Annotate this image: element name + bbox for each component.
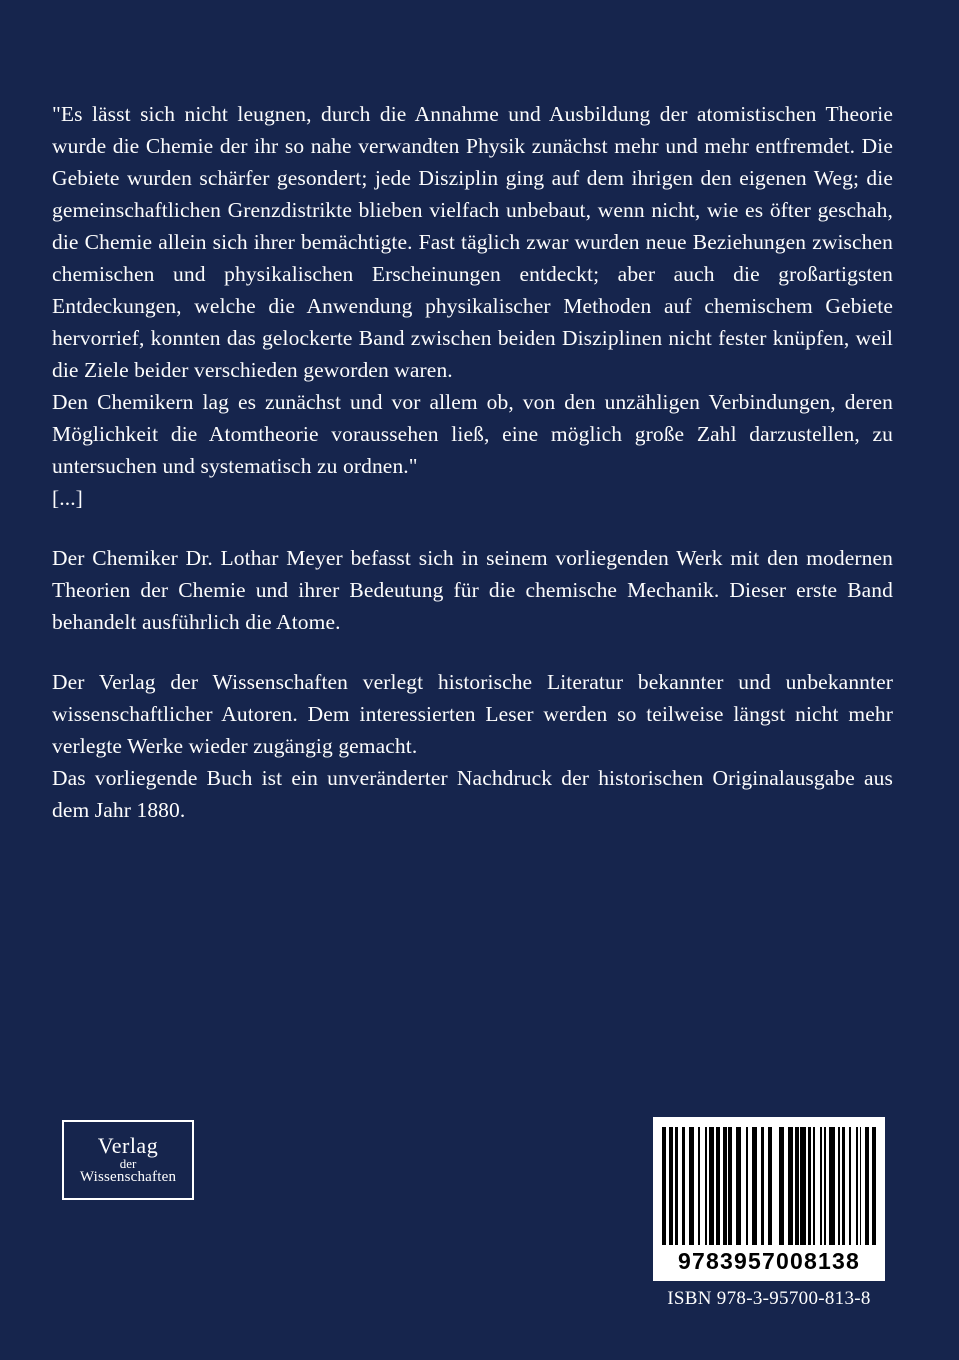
publisher-logo-line3: Wissenschaften (79, 1169, 177, 1186)
isbn-text: ISBN 978-3-95700-813-8 (667, 1288, 871, 1309)
publisher-logo-line2: der (119, 1155, 137, 1171)
quote-ellipsis: [...] (52, 486, 83, 510)
book-description: Der Chemiker Dr. Lothar Meyer befasst sich in seinem vorliegenden Werk mit den modernen Theorien der Chemie und ihrer Bedeutung für die chemische Mechanik. Dieser erste Band behandelt ausführlich die Atome. (52, 546, 893, 634)
back-cover-text (52, 98, 893, 826)
publisher-logo (62, 1120, 194, 1200)
barcode-block (653, 1117, 885, 1310)
barcode-number: 9783957008138 (678, 1248, 860, 1274)
barcode-bars (662, 1127, 876, 1245)
publisher-paragraph-2: Das vorliegende Buch ist ein unveränderter Nachdruck der historischen Originalausgabe aus dem Jahr 1880. (52, 766, 893, 822)
publisher-logo-line1: Verlag (97, 1132, 159, 1158)
quote-paragraph-1: "Es lässt sich nicht leugnen, durch die Annahme und Ausbildung der atomistischen Theorie wurde die Chemie der ihr so nahe verwandten Physik zunächst mehr und mehr entfremdet. Die Gebiete wurden schärfer gesondert; jede Disziplin ging auf dem ihrigen den eigenen Weg; die gemeinschaftlichen Grenzdistrikte blieben vielfach unbebaut, wenn nicht, wie es öfter geschah, die Chemie allein sich ihrer bemächtigte. Fast täglich zwar wurden neue Beziehungen zwischen chemischen und physikalischen Erscheinungen entdeckt; aber auch die großartigsten Entdeckungen, welche die Anwendung physikalischer Methoden auf chemischem Gebiete hervorrief, konnten das gelockerte Band zwischen beiden Disziplinen nicht fester knüpfen, weil die Ziele beider verschieden geworden waren. (52, 102, 893, 382)
quote-paragraph-2: Den Chemikern lag es zunächst und vor allem ob, von den unzähligen Verbindungen, deren Möglichkeit die Atomtheorie voraussehen ließ, eine möglich große Zahl darzustellen, zu untersuchen und systematisch zu ordnen." (52, 390, 893, 478)
barcode-image (653, 1117, 885, 1281)
publisher-paragraph-1: Der Verlag der Wissenschaften verlegt historische Literatur bekannter und unbekannter wissenschaftlicher Autoren. Dem interessierten Leser werden so teilweise längst nicht mehr verlegte Werke wieder zugängig gemacht. (52, 670, 893, 758)
